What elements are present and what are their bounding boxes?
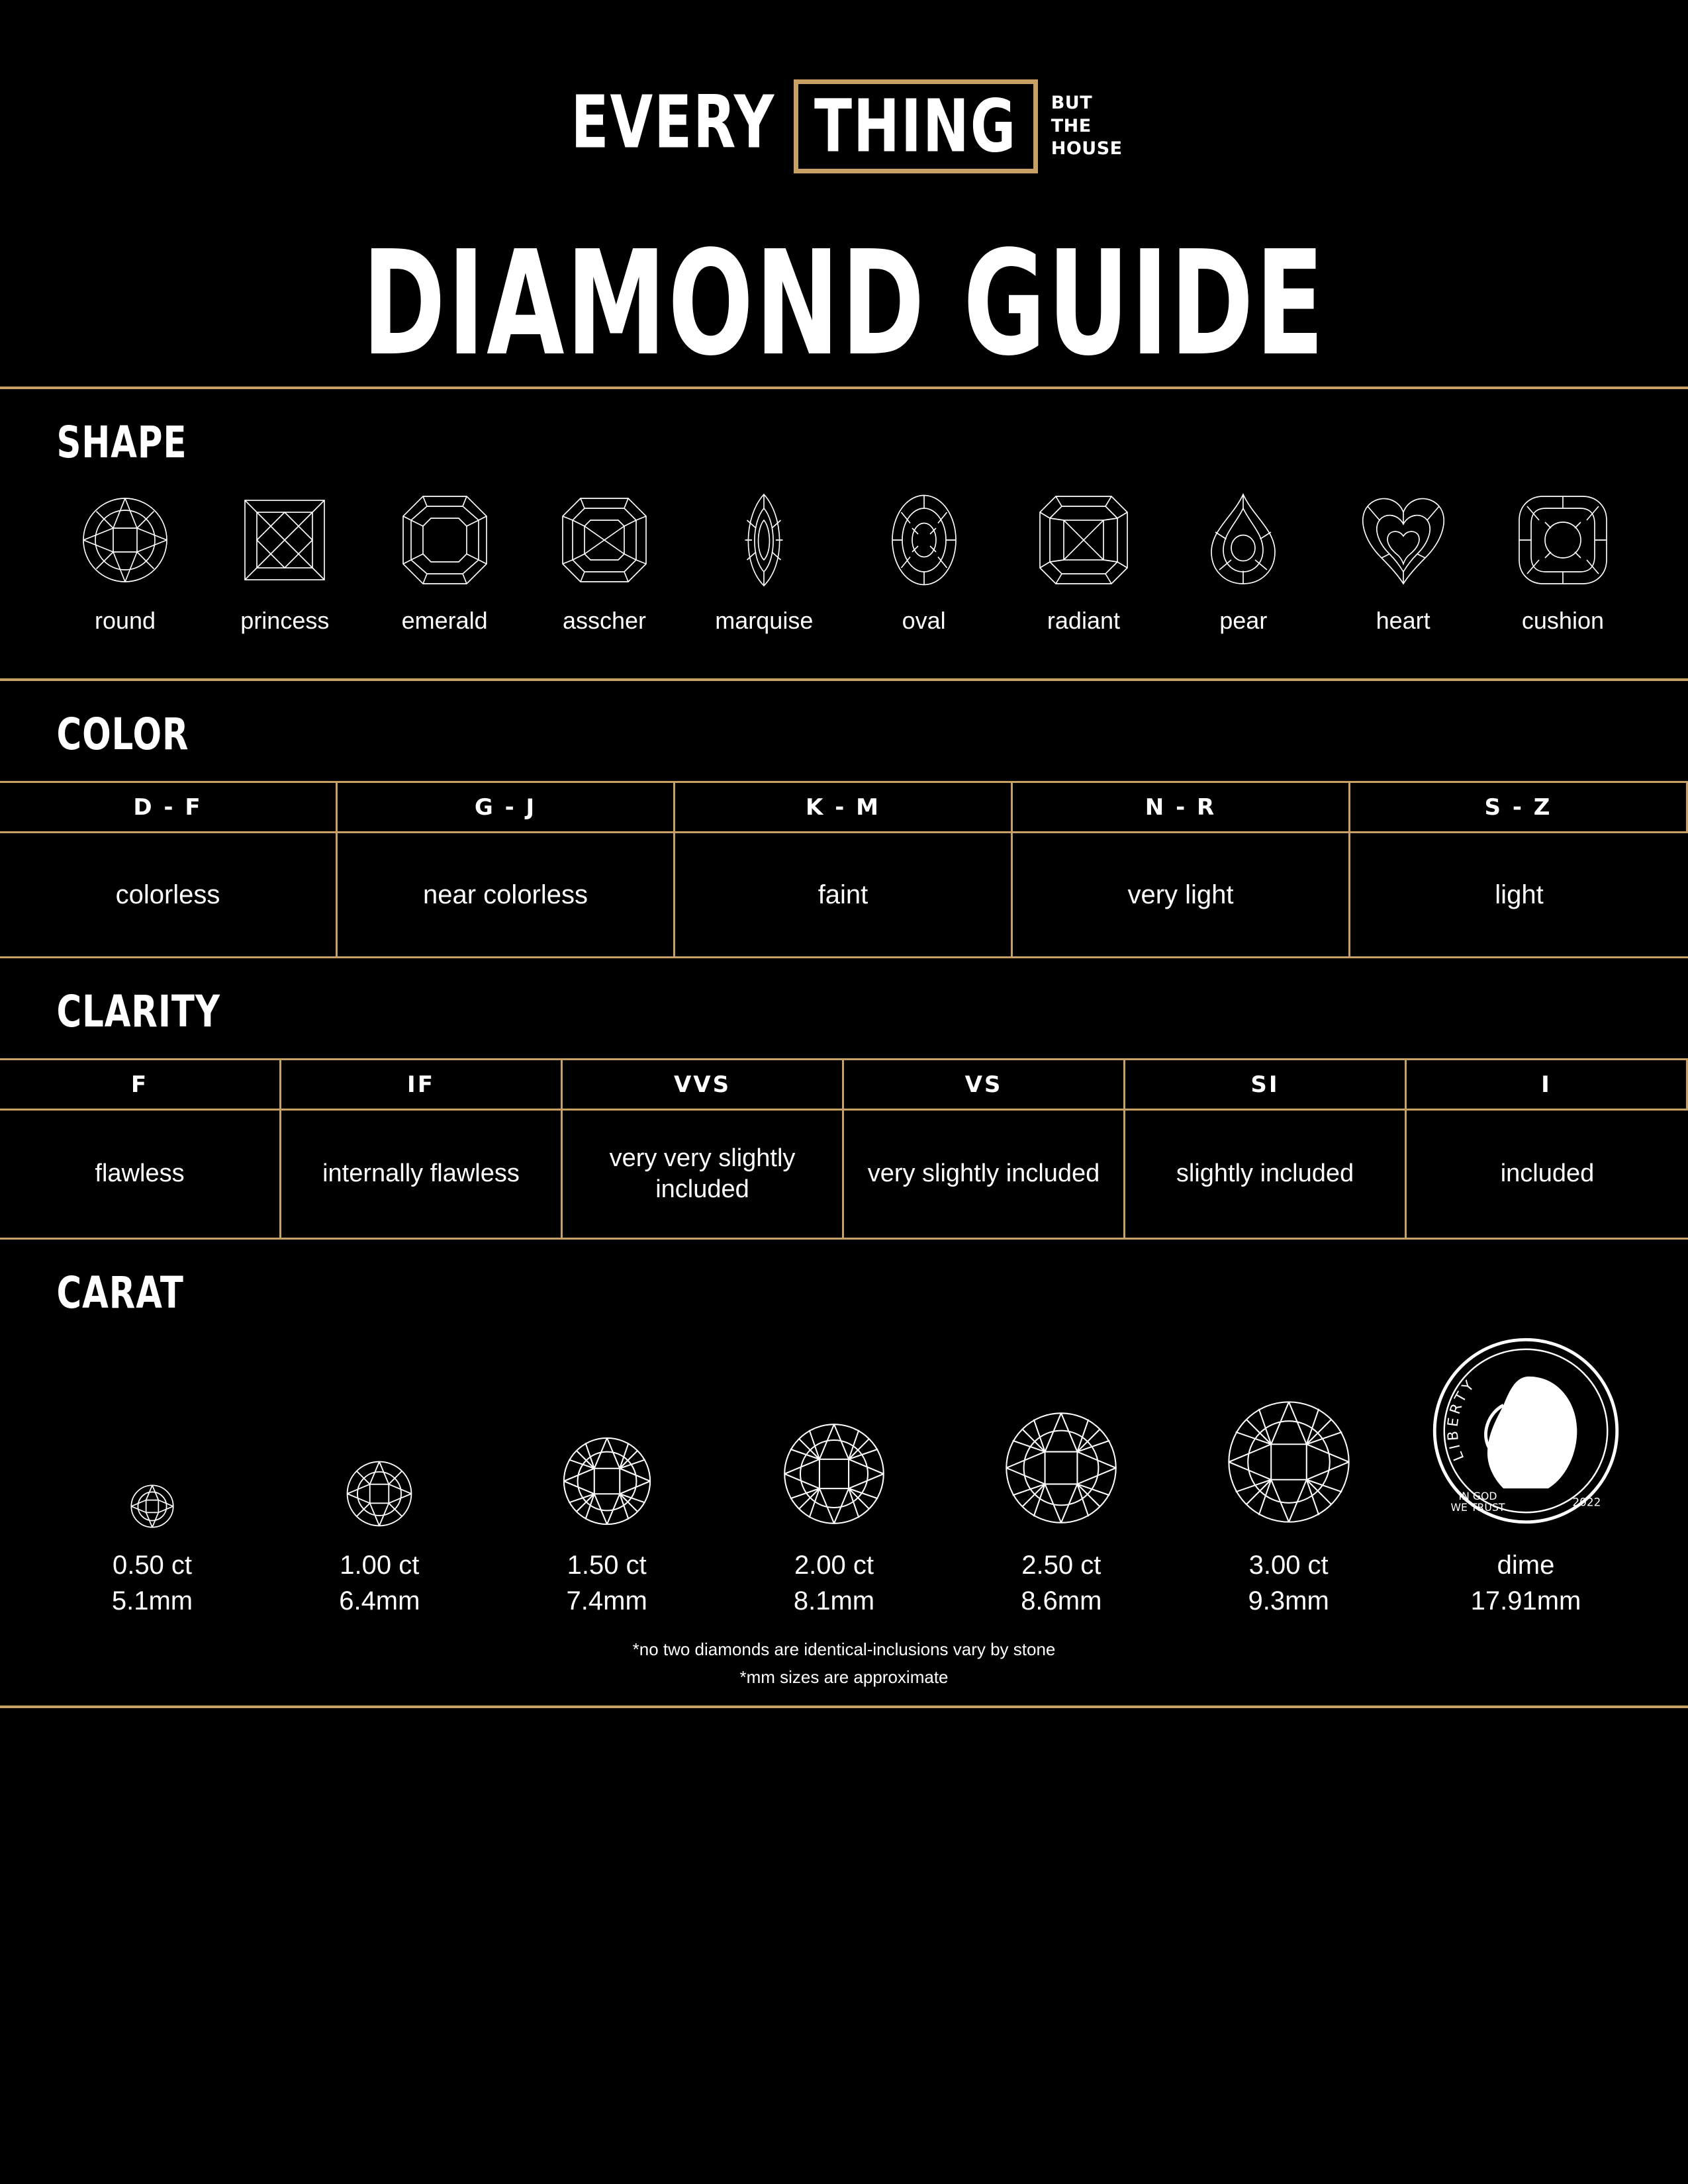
brand-tagline xyxy=(1051,79,1123,173)
shape-label: emerald xyxy=(401,607,488,634)
clarity-heading: CLARITY xyxy=(56,985,220,1037)
shape-item-princess xyxy=(212,490,357,635)
coin-year: 2022 xyxy=(1572,1495,1601,1509)
color-header: S - Z xyxy=(1350,783,1688,833)
emerald-diamond-icon xyxy=(395,490,494,590)
carat-item xyxy=(280,1351,479,1619)
footnotes xyxy=(0,1636,1688,1691)
carat-weight: 1.00 ct xyxy=(340,1551,420,1580)
marquise-diamond-icon xyxy=(714,490,814,590)
brand-logo xyxy=(565,79,1122,173)
svg-text:LIBERTY xyxy=(1444,1375,1479,1463)
brand-word-every: EVERY xyxy=(571,79,776,165)
shape-item-heart xyxy=(1331,490,1476,635)
heart-diamond-icon xyxy=(1354,490,1453,590)
dime-coin-icon xyxy=(1430,1335,1622,1527)
color-header: K - M xyxy=(675,783,1013,833)
shape-label: asscher xyxy=(562,607,647,634)
shape-item-round xyxy=(53,490,197,635)
clarity-value: flawless xyxy=(0,1111,281,1238)
round-diamond-icon xyxy=(778,1418,890,1530)
round-diamond-icon xyxy=(128,1482,176,1530)
clarity-header: IF xyxy=(281,1060,563,1111)
color-header: G - J xyxy=(338,783,675,833)
color-value: very light xyxy=(1013,833,1350,956)
brand-tagline-line2: THE xyxy=(1051,115,1092,136)
shape-label: marquise xyxy=(715,607,814,634)
shape-label: heart xyxy=(1376,607,1430,634)
shape-label: pear xyxy=(1219,607,1268,634)
clarity-header: I xyxy=(1407,1060,1688,1111)
shape-label: cushion xyxy=(1521,607,1604,634)
color-heading: COLOR xyxy=(56,708,189,760)
carat-size: 9.3mm xyxy=(1248,1586,1329,1615)
princess-diamond-icon xyxy=(235,490,334,590)
clarity-value: slightly included xyxy=(1125,1111,1407,1238)
pear-diamond-icon xyxy=(1194,490,1293,590)
brand-tagline-line3: HOUSE xyxy=(1051,138,1123,159)
carat-weight: 2.00 ct xyxy=(794,1551,874,1580)
clarity-value: very very slightly included xyxy=(563,1111,844,1238)
shape-label: round xyxy=(94,607,156,634)
dime-size: 17.91mm xyxy=(1470,1586,1581,1615)
shape-item-marquise xyxy=(692,490,836,635)
oval-diamond-icon xyxy=(874,490,974,590)
color-value: light xyxy=(1495,880,1544,909)
carat-size: 7.4mm xyxy=(566,1586,647,1615)
clarity-header: VS xyxy=(844,1060,1125,1111)
shape-item-cushion xyxy=(1491,490,1635,635)
footnote-1: *no two diamonds are identical-inclusions vary by stone xyxy=(632,1639,1056,1659)
radiant-diamond-icon xyxy=(1034,490,1133,590)
shape-list xyxy=(0,475,1688,644)
carat-item xyxy=(508,1351,706,1619)
clarity-value: included xyxy=(1500,1160,1595,1188)
cushion-diamond-icon xyxy=(1513,490,1613,590)
shape-item-asscher xyxy=(532,490,677,635)
carat-reference-dime xyxy=(1417,1332,1635,1619)
carat-heading: CARAT xyxy=(56,1267,184,1318)
section-clarity xyxy=(0,958,1688,1240)
shape-label: radiant xyxy=(1047,607,1120,634)
section-shape xyxy=(0,389,1688,678)
color-header: N - R xyxy=(1013,783,1350,833)
color-table xyxy=(0,781,1688,958)
shape-item-oval xyxy=(852,490,996,635)
page-title: DIAMOND GUIDE xyxy=(362,220,1326,388)
carat-weight: 3.00 ct xyxy=(1248,1551,1329,1580)
asscher-diamond-icon xyxy=(555,490,654,590)
clarity-header: F xyxy=(0,1060,281,1111)
coin-liberty-text: LIBERTY xyxy=(1444,1375,1480,1463)
divider-bottom xyxy=(0,1706,1688,1708)
carat-item xyxy=(735,1351,933,1619)
round-diamond-icon xyxy=(999,1406,1123,1530)
brand-word-thing: THING xyxy=(814,83,1017,169)
carat-size: 8.1mm xyxy=(793,1586,875,1615)
color-value: near colorless xyxy=(338,833,675,956)
coin-motto-line1: IN GOD xyxy=(1458,1489,1497,1502)
color-value: colorless xyxy=(0,833,338,956)
carat-item xyxy=(962,1351,1160,1619)
round-diamond-icon xyxy=(558,1432,656,1530)
color-value: faint xyxy=(675,833,1013,956)
footnote-2: *mm sizes are approximate xyxy=(739,1666,949,1687)
clarity-value: very slightly included xyxy=(844,1111,1125,1238)
brand-tagline-line1: BUT xyxy=(1051,93,1093,114)
clarity-header: VVS xyxy=(563,1060,844,1111)
round-diamond-icon xyxy=(75,490,175,590)
carat-size: 8.6mm xyxy=(1021,1586,1102,1615)
header xyxy=(0,0,1688,388)
carat-weight: 0.50 ct xyxy=(112,1551,193,1580)
section-carat xyxy=(0,1240,1688,1691)
shape-label: oval xyxy=(902,607,946,634)
dime-label: dime xyxy=(1497,1551,1555,1580)
carat-weight: 1.50 ct xyxy=(567,1551,647,1580)
shape-item-emerald xyxy=(373,490,517,635)
coin-motto-line2: WE TRUST xyxy=(1450,1500,1505,1514)
round-diamond-icon xyxy=(343,1457,416,1530)
shape-heading: SHAPE xyxy=(56,416,187,468)
shape-item-pear xyxy=(1171,490,1315,635)
round-diamond-icon xyxy=(1221,1394,1357,1530)
shape-label: princess xyxy=(240,607,330,634)
clarity-header: SI xyxy=(1125,1060,1407,1111)
carat-size: 5.1mm xyxy=(111,1586,193,1615)
clarity-table xyxy=(0,1058,1688,1240)
carat-weight: 2.50 ct xyxy=(1021,1551,1102,1580)
carat-item xyxy=(1190,1351,1388,1619)
clarity-value: internally flawless xyxy=(281,1111,563,1238)
section-color xyxy=(0,681,1688,958)
color-header: D - F xyxy=(0,783,338,833)
carat-list xyxy=(0,1332,1688,1619)
brand-box xyxy=(794,79,1037,173)
shape-item-radiant xyxy=(1011,490,1156,635)
carat-item xyxy=(53,1351,252,1619)
carat-size: 6.4mm xyxy=(339,1586,420,1615)
